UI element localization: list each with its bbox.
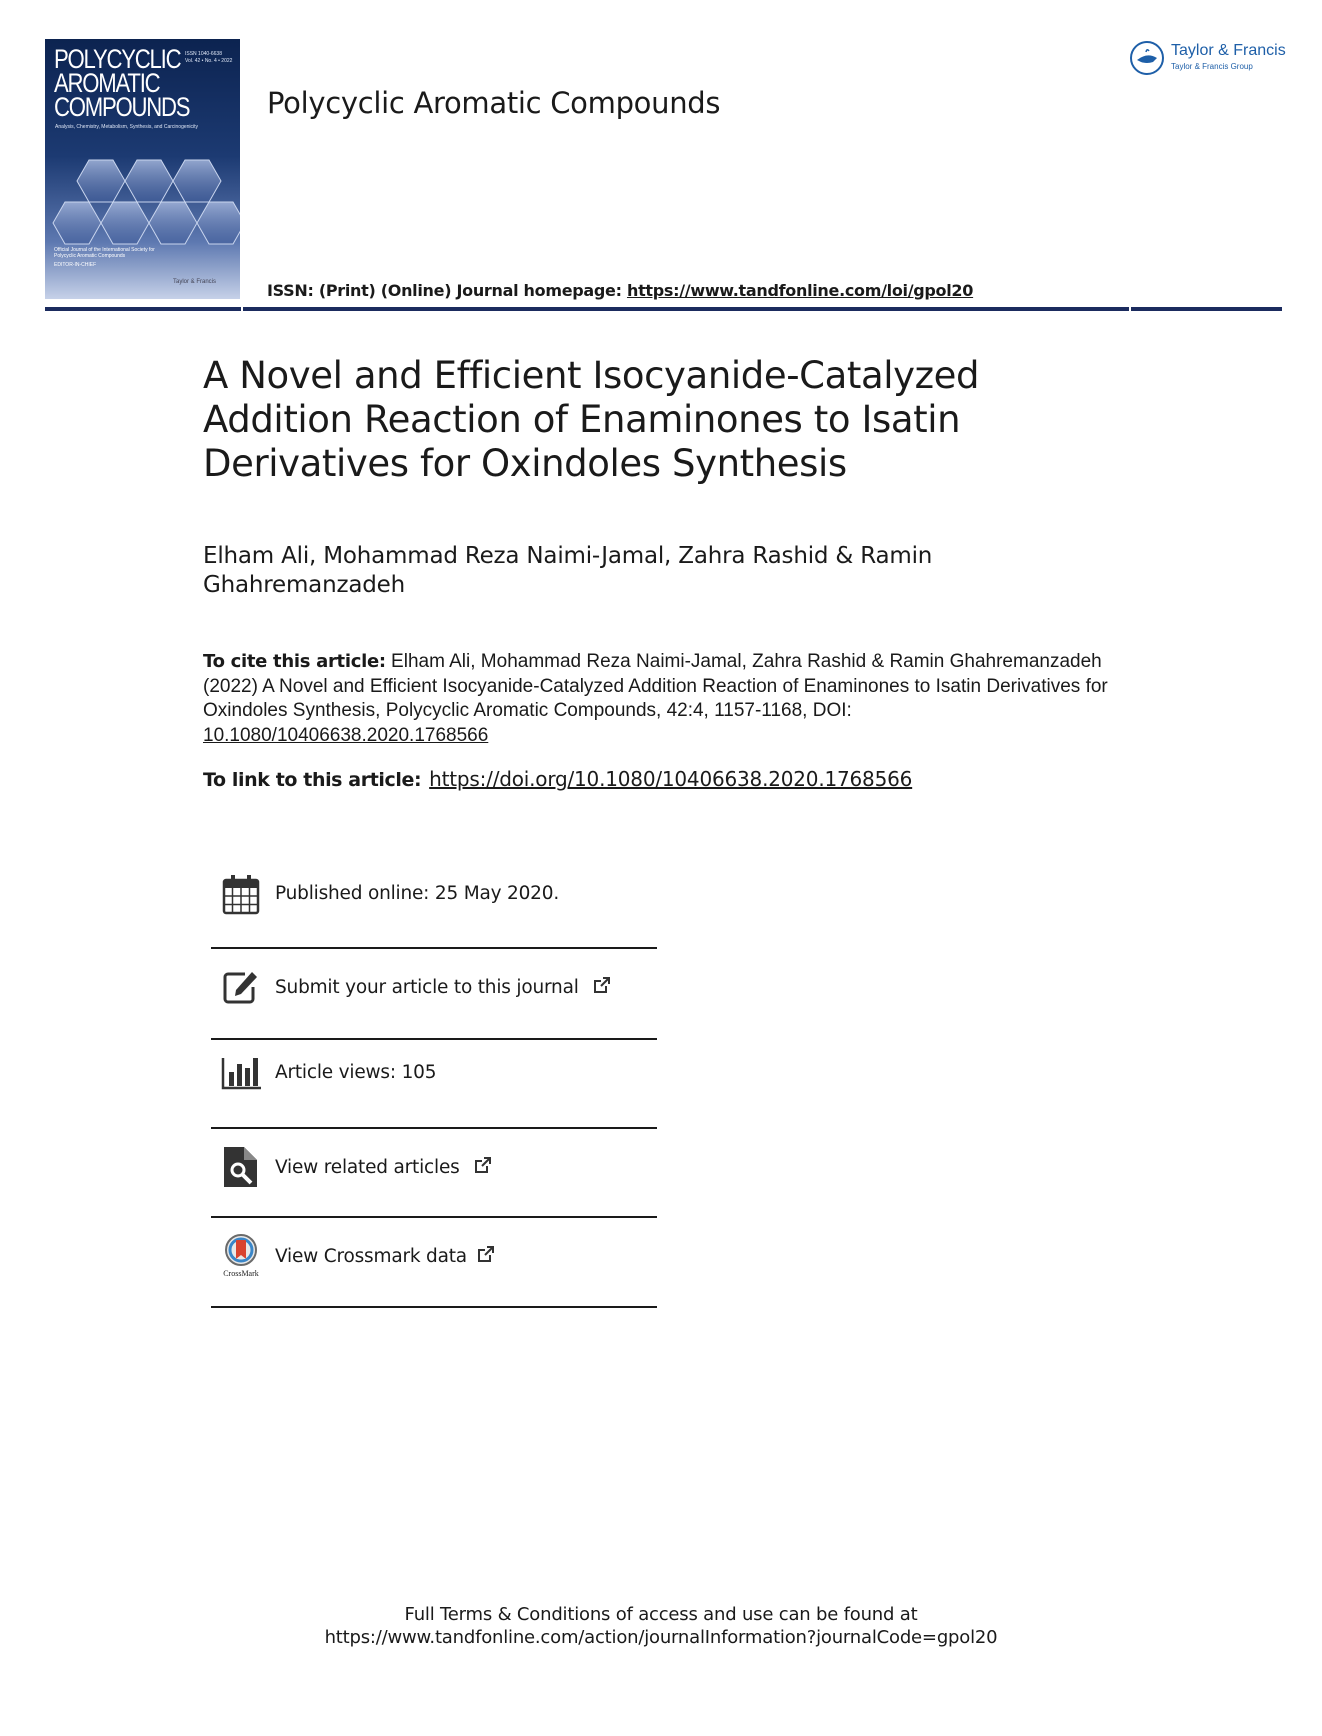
cover-title-line-3: COMPOUNDS <box>54 92 190 122</box>
submit-article-link[interactable]: Submit your article to this journal <box>275 977 579 998</box>
terms-footer <box>0 1603 1322 1649</box>
info-divider <box>211 1306 657 1308</box>
cover-official-note: Official Journal of the International Society for Polycyclic Aromatic Compounds EDITOR-IN-CHIEF <box>54 247 155 268</box>
cover-title-line-1: POLYCYCLIC <box>54 44 181 74</box>
article-title: A Novel and Efficient Isocyanide-Catalyzed Addition Reaction of Enaminones to Isatin Derivatives for Oxindoles Synthesis <box>203 354 980 485</box>
journal-homepage-link[interactable]: https://www.tandfonline.com/loi/gpol20 <box>626 281 974 300</box>
issn-journal-homepage-line <box>267 281 973 300</box>
article-views-text: Article views: 105 <box>275 1062 437 1083</box>
hexagon-graphic-icon <box>45 137 240 247</box>
citation-label: To cite this article: <box>203 651 386 672</box>
citation-block <box>203 650 1123 748</box>
crossmark-link[interactable]: View Crossmark data <box>275 1246 467 1267</box>
info-divider <box>211 1127 657 1129</box>
info-divider <box>211 947 657 949</box>
article-link-line <box>203 767 912 791</box>
tf-logo-name: Taylor & Francis <box>1171 42 1286 59</box>
article-link-label: To link to this article: <box>203 769 422 791</box>
crossmark-badge-text: CrossMark <box>223 1269 259 1278</box>
tf-logo-group: Taylor & Francis Group <box>1171 62 1253 71</box>
cover-subtitle: Analysis, Chemistry, Metabolism, Synthesis, and Carcinogenicity <box>55 124 199 130</box>
info-divider <box>211 1216 657 1218</box>
cover-issn: ISSN 1040-6638 Vol. 42 • No. 4 • 2022 <box>185 51 233 64</box>
article-doi-url-link[interactable]: https://doi.org/10.1080/10406638.2020.1768566 <box>429 767 913 791</box>
crossmark-row[interactable] <box>211 1234 657 1294</box>
tf-lamp-icon <box>1129 40 1165 76</box>
cover-title-line-2: AROMATIC <box>54 68 160 98</box>
article-authors: Elham Ali, Mohammad Reza Naimi-Jamal, Zahra Rashid & Ramin Ghahremanzadeh <box>203 543 933 598</box>
published-online-row <box>211 873 657 933</box>
info-divider <box>211 1038 657 1040</box>
related-articles-row[interactable] <box>211 1145 657 1205</box>
calendar-icon <box>221 873 261 917</box>
cover-publisher: Taylor & Francis <box>173 279 217 285</box>
footer-line-1: Full Terms & Conditions of access and use can be found at <box>404 1604 918 1625</box>
article-views-row <box>211 1052 657 1112</box>
submit-article-row[interactable] <box>211 965 657 1025</box>
bar-chart-icon <box>221 1052 261 1096</box>
edit-icon <box>221 965 261 1009</box>
journal-title: Polycyclic Aromatic Compounds <box>267 86 721 120</box>
taylor-francis-logo[interactable] <box>1129 40 1294 76</box>
external-link-icon <box>476 1244 496 1264</box>
footer-terms-link[interactable]: https://www.tandfonline.com/action/journalInformation?journalCode=gpol20 <box>324 1627 998 1648</box>
related-articles-link[interactable]: View related articles <box>275 1157 460 1178</box>
document-search-icon <box>221 1145 261 1189</box>
citation-doi-link[interactable]: 10.1080/10406638.2020.1768566 <box>203 724 489 746</box>
crossmark-icon <box>221 1234 261 1278</box>
published-online-text: Published online: 25 May 2020. <box>275 883 560 904</box>
external-link-icon <box>592 975 612 995</box>
external-link-icon <box>473 1155 493 1175</box>
citation-text: Elham Ali, Mohammad Reza Naimi-Jamal, Zahra Rashid & Ramin Ghahremanzadeh (2022) A Novel and Efficient Isocyanide-Catalyzed Addition Reaction of Enaminones to Isatin Derivatives for Oxindoles Synthesis, Polycyclic Aromatic Compounds, 42:4, 1157-1168, DOI: <box>203 651 1108 721</box>
journal-cover-image <box>45 39 240 299</box>
header-divider <box>45 307 1282 311</box>
issn-label: ISSN: (Print) (Online) Journal homepage: <box>267 281 627 300</box>
